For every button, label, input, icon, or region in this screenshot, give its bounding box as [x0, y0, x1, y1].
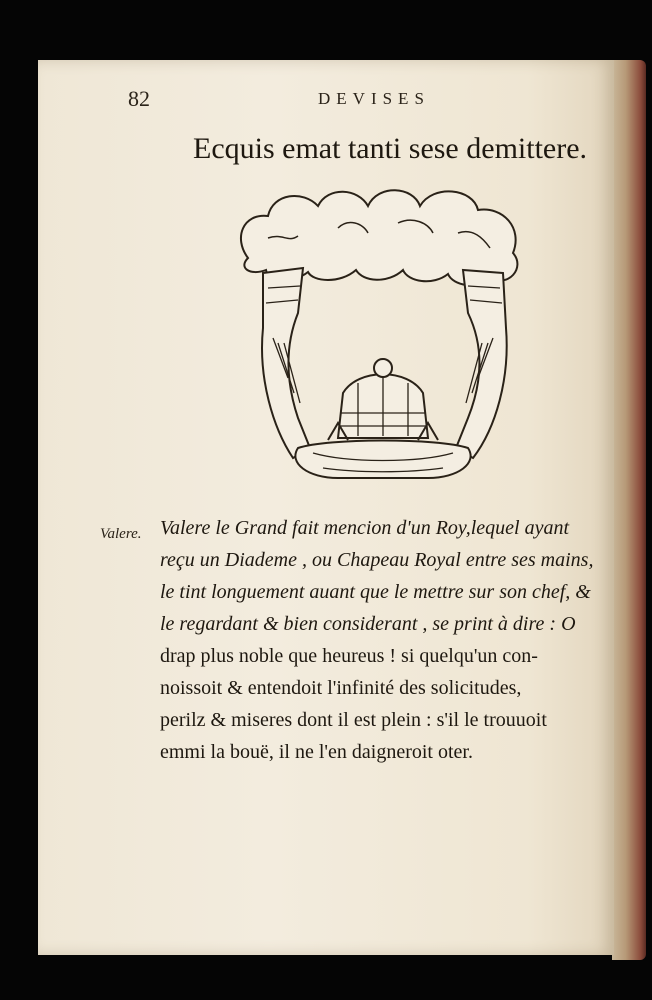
- book-page-edge: [612, 60, 646, 960]
- body-line: le regardant & bien considerant , se print à dire : O: [160, 613, 576, 635]
- body-line: Valere le Grand fait mencion d'un Roy,lequel ayant: [160, 517, 570, 539]
- body-line: reçu un Diademe , ou Chapeau Royal entre ses mains,: [160, 549, 594, 571]
- emblem-motto: Ecquis emat tanti sese demittere.: [193, 132, 588, 165]
- running-head: DEVISES: [318, 89, 430, 108]
- page-number: 82: [128, 86, 150, 111]
- body-line: emmi la bouë, il ne l'en daigneroit oter.: [160, 741, 473, 763]
- body-line: noissoit & entendoit l'infinité des solicitudes,: [160, 677, 522, 699]
- emblem-woodcut-hands-holding-crown-icon: [228, 178, 538, 498]
- body-line: perilz & miseres dont il est plein : s'il le trouuoit: [160, 709, 547, 731]
- body-line: drap plus noble que heureus ! si quelqu'un con-: [160, 645, 538, 667]
- body-line: le tint longuement auant que le mettre sur son chef, &: [160, 581, 591, 603]
- body-text: [160, 512, 612, 768]
- margin-note: Valere.: [100, 526, 142, 542]
- book-page: [38, 60, 614, 955]
